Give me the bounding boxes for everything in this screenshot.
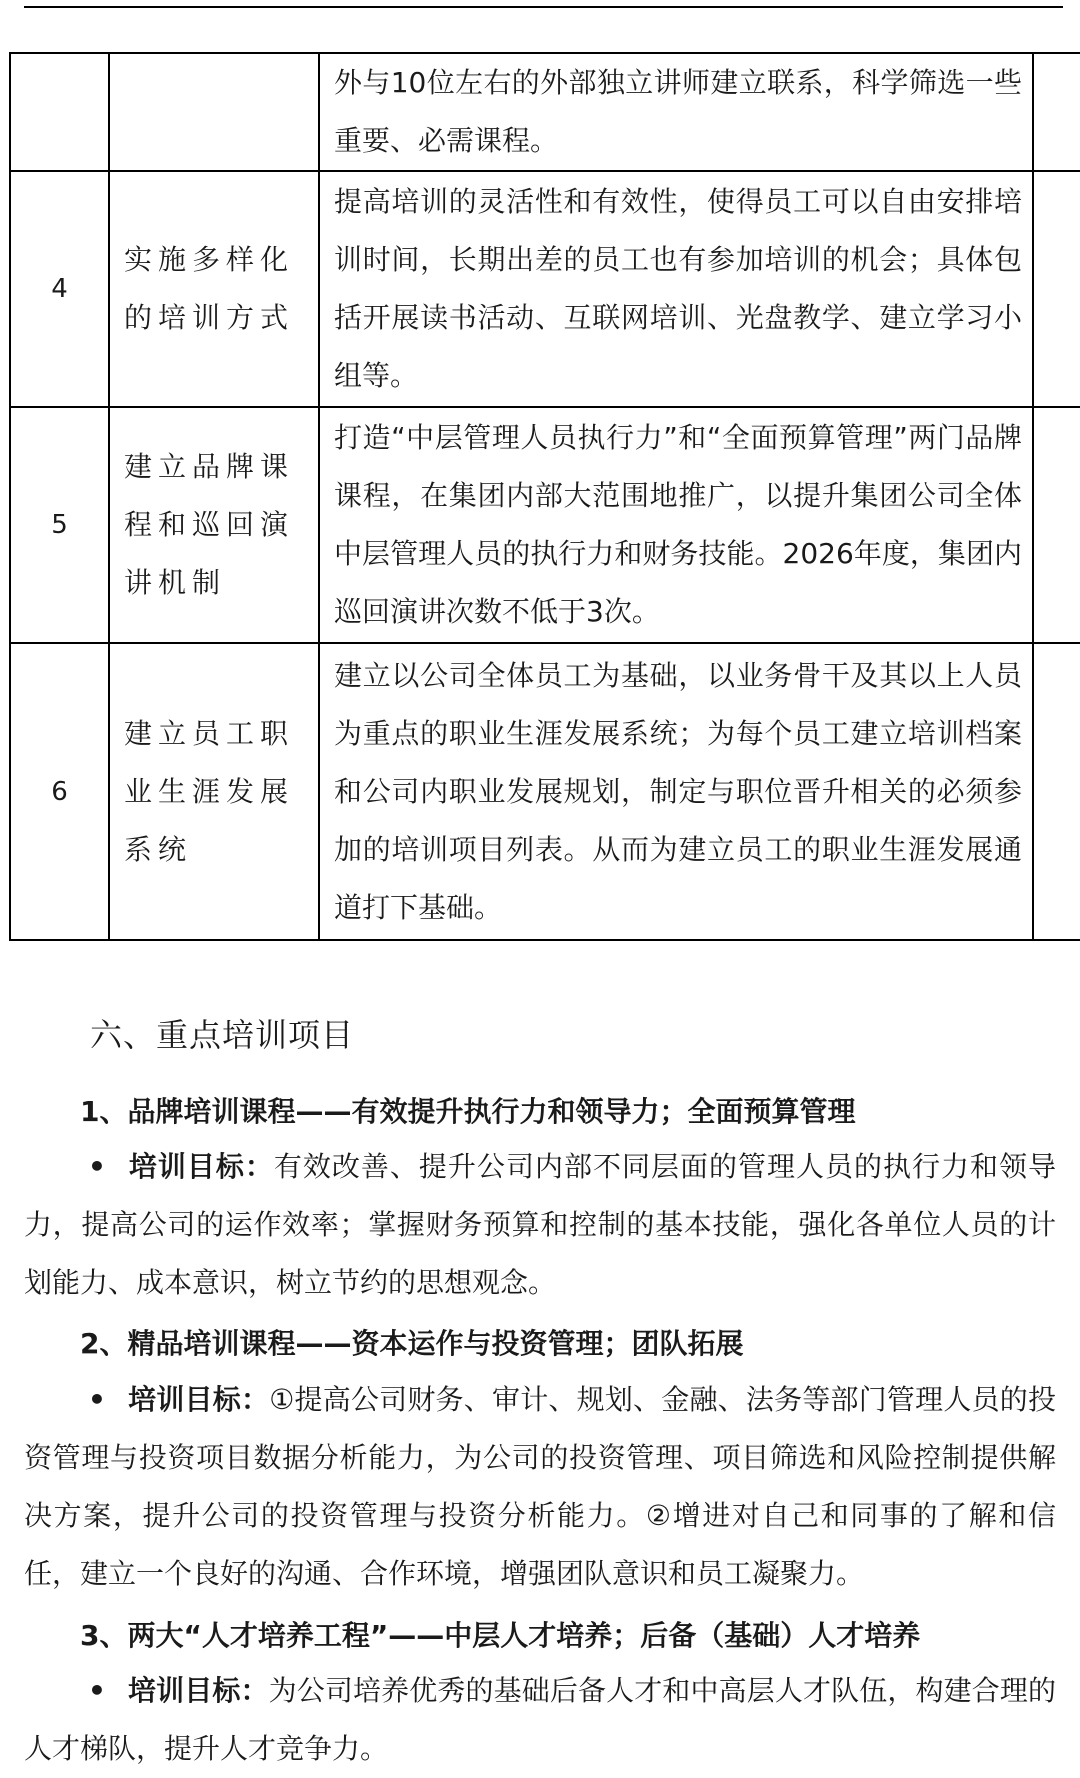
measure-description: 打造“中层管理人员执行力”和“全面预算管理”两门品牌课程，在集团内部大范围地推广，以提升集团公司全体中层管理人员的执行力和财务技能。2026年度，集团内巡回演讲次数不低于3次。 <box>319 407 1033 643</box>
goal-label: 培训目标： <box>127 1150 274 1183</box>
goal-text: ①提高公司财务、审计、规划、金融、法务等部门管理人员的投资管理与投资项目数据分析能力，为公司的投资管理、项目筛选和风险控制提供解决方案，提升公司的投资管理与投资分析能力。②增进对自己和同事的了解和信任，建立一个良好的沟通、合作环境，增强团队意识和员工凝聚力。 <box>24 1383 1056 1590</box>
item-title: 2、精品培训课程——资本运作与投资管理；团队拓展 <box>80 1327 744 1360</box>
table-row <box>10 171 1080 407</box>
item-title: 1、品牌培训课程——有效提升执行力和领导力；全面预算管理 <box>80 1095 856 1128</box>
bullet-icon: • <box>88 1383 106 1416</box>
item-goal-paragraph <box>24 1138 1056 1312</box>
bullet-icon: • <box>88 1674 106 1707</box>
measure-description: 外与10位左右的外部独立讲师建立联系，科学筛选一些重要、必需课程。 <box>319 53 1033 171</box>
goal-label: 培训目标： <box>127 1674 269 1707</box>
measure-name: 建立员工职业生涯发展系统 <box>109 643 319 940</box>
training-plan-table <box>9 52 1080 941</box>
measure-name: 建立品牌课程和巡回演讲机制 <box>109 407 319 643</box>
item-goal-paragraph <box>24 1371 1056 1603</box>
item-goal-paragraph <box>24 1662 1056 1778</box>
table-row <box>10 407 1080 643</box>
remarks-cell <box>1033 643 1080 940</box>
page-top-rule <box>24 6 1063 8</box>
goal-label: 培训目标： <box>127 1383 270 1416</box>
item-title: 3、两大“人才培养工程”——中层人才培养；后备（基础）人才培养 <box>80 1619 921 1652</box>
row-number <box>10 53 109 171</box>
measure-name: 实施多样化的培训方式 <box>109 171 319 407</box>
table-row <box>10 53 1080 171</box>
remarks-cell <box>1033 171 1080 407</box>
row-number: 5 <box>10 407 109 643</box>
table-row <box>10 643 1080 940</box>
remarks-cell <box>1033 53 1080 171</box>
row-number: 4 <box>10 171 109 407</box>
section-heading: 六、重点培训项目 <box>90 1016 355 1054</box>
goal-text: 为公司培养优秀的基础后备人才和中高层人才队伍，构建合理的人才梯队，提升人才竞争力。 <box>24 1674 1056 1765</box>
remarks-cell <box>1033 407 1080 643</box>
measure-name <box>109 53 319 171</box>
goal-text: 有效改善、提升公司内部不同层面的管理人员的执行力和领导力，提高公司的运作效率；掌握财务预算和控制的基本技能，强化各单位人员的计划能力、成本意识，树立节约的思想观念。 <box>24 1150 1056 1299</box>
measure-description: 提高培训的灵活性和有效性，使得员工可以自由安排培训时间，长期出差的员工也有参加培训的机会；具体包括开展读书活动、互联网培训、光盘教学、建立学习小组等。 <box>319 171 1033 407</box>
bullet-icon: • <box>88 1150 106 1183</box>
measure-description: 建立以公司全体员工为基础，以业务骨干及其以上人员为重点的职业生涯发展系统；为每个员工建立培训档案和公司内职业发展规划，制定与职位晋升相关的必须参加的培训项目列表。从而为建立员工的职业生涯发展通道打下基础。 <box>319 643 1033 940</box>
row-number: 6 <box>10 643 109 940</box>
